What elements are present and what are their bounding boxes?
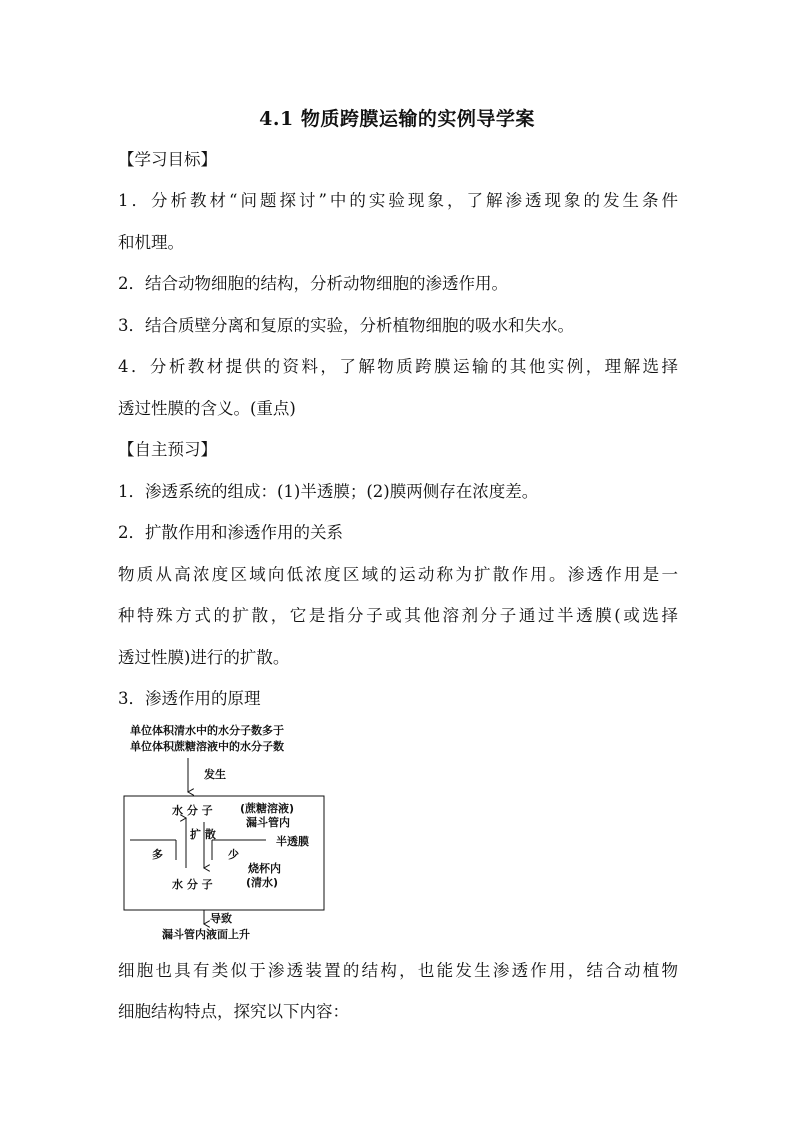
osmosis-diagram (118, 718, 358, 948)
goal-line-3: 2．结合动物细胞的结构，分析动物细胞的渗透作用。 (118, 274, 508, 293)
goals-header: 【学习目标】 (118, 150, 217, 169)
sucrose-label: (蔗糖溶液) (240, 802, 295, 815)
preview-header: 【自主预习】 (118, 440, 217, 459)
diagram-top-line2: 单位体积蔗糖溶液中的水分子数 (130, 740, 284, 753)
goal-line-5: 4．分析教材提供的资料，了解物质跨膜运输的其他实例，理解选择 (118, 357, 678, 376)
preview-line-4: 种特殊方式的扩散，它是指分子或其他溶剂分子通过半透膜(或选择 (118, 606, 678, 625)
water-molecule-bottom: 水 分 子 (172, 878, 213, 891)
funnel-label: 漏斗管内 (246, 816, 290, 829)
leads-label: 导致 (210, 912, 232, 925)
preview-line-2: 2．扩散作用和渗透作用的关系 (118, 523, 343, 542)
less-label: 少 (228, 848, 239, 861)
goal-line-2: 和机理。 (118, 233, 184, 252)
page-title: 4.1 物质跨膜运输的实例导学案 (259, 108, 535, 130)
preview-line-3: 物质从高浓度区域向低浓度区域的运动称为扩散作用。渗透作用是一 (118, 565, 678, 584)
preview-line-1: 1．渗透系统的组成：(1)半透膜；(2)膜两侧存在浓度差。 (118, 482, 539, 501)
more-label: 多 (152, 848, 163, 861)
beaker-label: 烧杯内 (248, 862, 281, 875)
membrane-label: 半透膜 (276, 835, 309, 848)
closing-line-1: 细胞也具有类似于渗透装置的结构，也能发生渗透作用，结合动植物 (118, 961, 678, 980)
water-molecule-top: 水 分 子 (172, 804, 213, 817)
preview-line-5: 透过性膜)进行的扩散。 (118, 648, 290, 667)
diffuse-label: 扩 散 (190, 828, 216, 841)
clear-water-label: (清水) (246, 876, 279, 889)
goal-line-4: 3．结合质壁分离和复原的实验，分析植物细胞的吸水和失水。 (118, 316, 574, 335)
goal-line-1: 1．分析教材“问题探讨”中的实验现象，了解渗透现象的发生条件 (118, 191, 678, 210)
diagram-top-line1: 单位体积清水中的水分子数多于 (130, 724, 284, 737)
closing-line-2: 细胞结构特点，探究以下内容： (118, 1002, 349, 1021)
occurs-label: 发生 (204, 768, 226, 781)
result-label: 漏斗管内液面上升 (162, 928, 250, 941)
goal-line-6: 透过性膜的含义。(重点) (118, 399, 296, 418)
preview-line-6: 3．渗透作用的原理 (118, 689, 261, 708)
